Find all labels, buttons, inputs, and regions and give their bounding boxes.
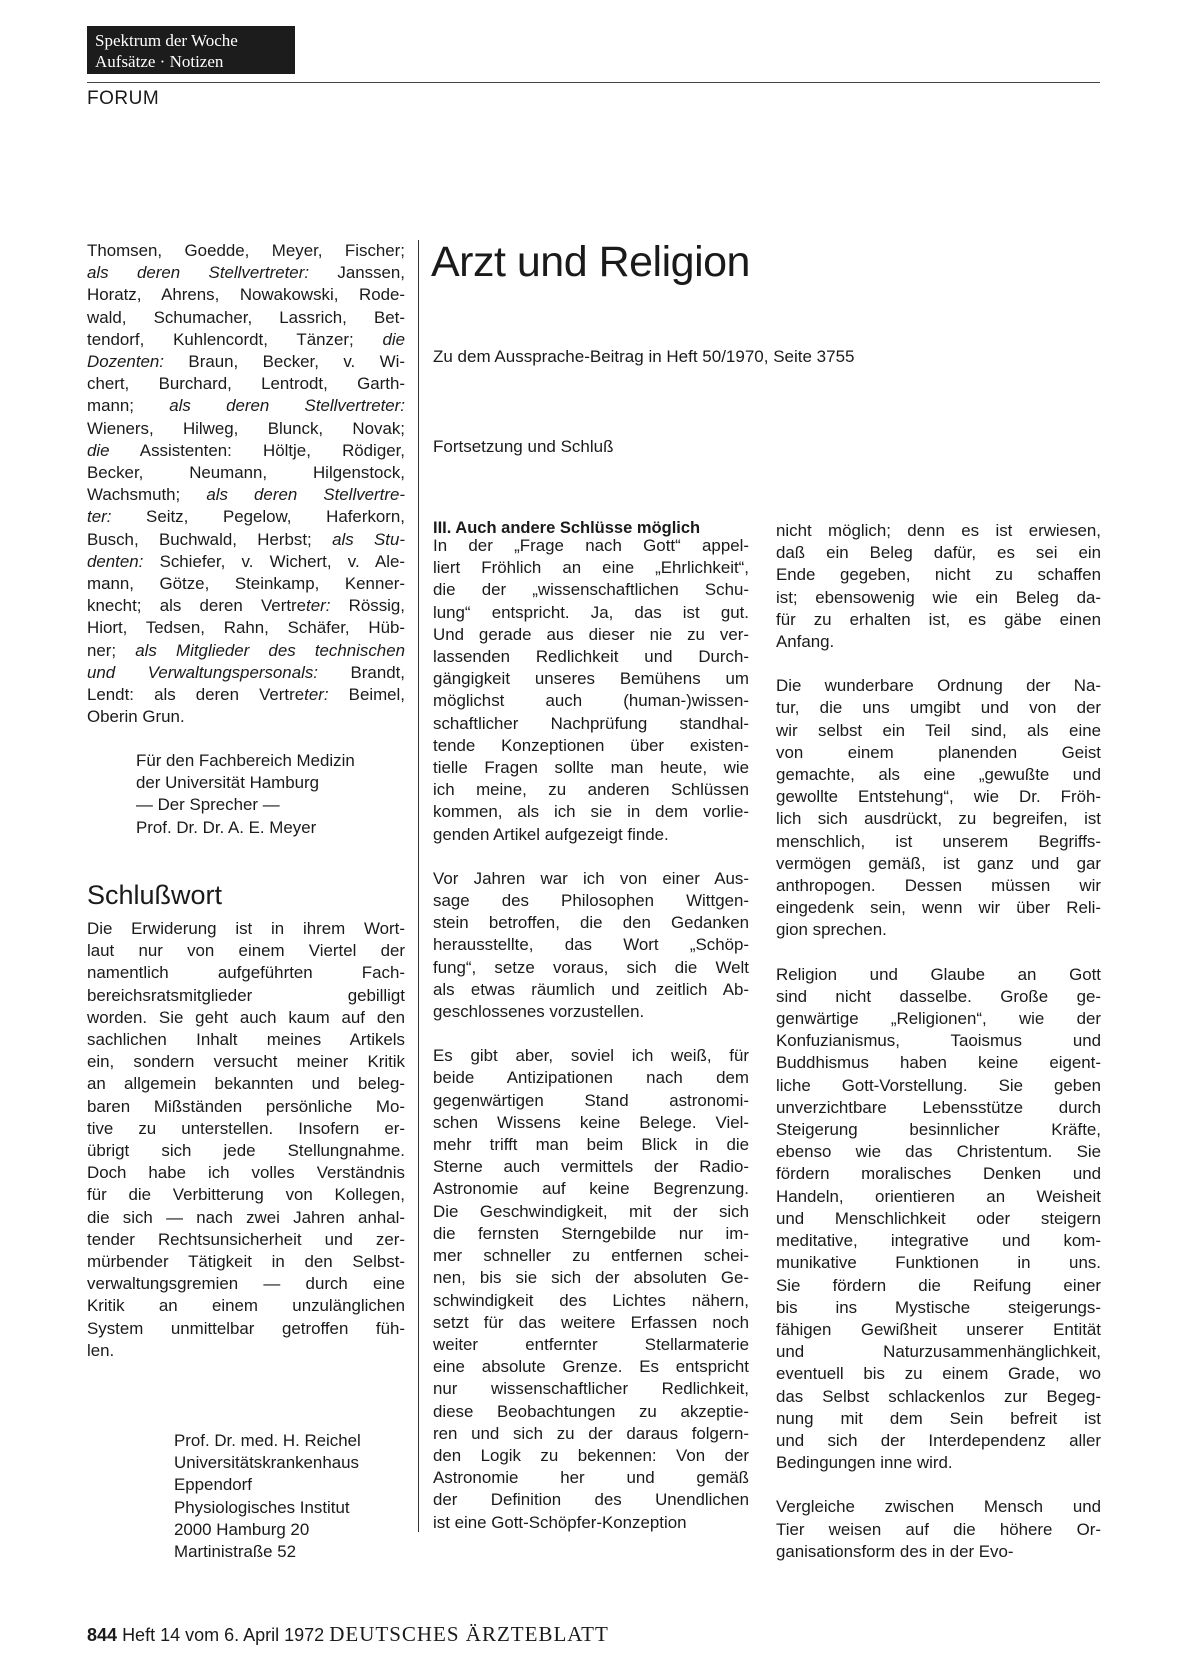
- text-line: ren und sich zu der daraus folgern-: [433, 1423, 749, 1443]
- text-line: bereichsratsmitglieder gebilligt: [87, 985, 405, 1005]
- text-line: System unmittelbar getroffen füh-: [87, 1318, 405, 1338]
- text-line: Becker, Neumann, Hilgenstock,: [87, 463, 405, 483]
- article-right-column: [776, 520, 1101, 1563]
- article-title: Arzt und Religion: [431, 238, 750, 286]
- text-line: Wieners, Hilweg, Blunck, Novak;: [87, 418, 405, 438]
- text-line: ganisationsform des in der Evo-: [776, 1541, 1014, 1561]
- text-line: worden. Sie geht auch kaum auf den: [87, 1007, 405, 1027]
- text-line: tur, die uns umgibt und von der: [776, 698, 1101, 718]
- text-line: Sterne auch vermittels der Radio-: [433, 1157, 749, 1177]
- page-number: 844: [87, 1625, 118, 1645]
- text-line: unverzichtbare Lebensstütze durch: [776, 1097, 1101, 1117]
- text-line: die fernsten Sterngebilde nur im-: [433, 1223, 749, 1243]
- text-line: Horatz, Ahrens, Nowakowski, Rode-: [87, 285, 405, 305]
- text-line: und Naturzusammenhänglichkeit,: [776, 1342, 1101, 1362]
- text-line: liche Gott-Vorstellung. Sie geben: [776, 1075, 1101, 1095]
- text-line: lung“ entspricht. Ja, das ist gut.: [433, 602, 749, 622]
- article-paragraph: [776, 520, 1101, 653]
- text-line: Buddhismus haben keine eigent-: [776, 1053, 1101, 1073]
- signature-line: Prof. Dr. med. H. Reichel: [174, 1431, 361, 1450]
- text-line: mann; als deren Stellvertreter:: [87, 396, 405, 416]
- text-line: diese Beobachtungen zu akzeptie-: [433, 1401, 749, 1421]
- text-line: für zu erhalten ist, es gäbe einen: [776, 609, 1101, 629]
- text-line: das Selbst schlackenlos zur Begeg-: [776, 1386, 1101, 1406]
- text-line: wir selbst ein Teil sind, als eine: [776, 720, 1101, 740]
- text-line: Die wunderbare Ordnung der Na-: [776, 676, 1101, 696]
- text-line: für die Verbitterung von Kollegen,: [87, 1185, 405, 1205]
- text-line: nur wissenschaftlicher Redlichkeit,: [433, 1379, 749, 1399]
- text-line: herausstellte, das Wort „Schöp-: [433, 935, 749, 955]
- text-line: fördern moralisches Denken und: [776, 1164, 1101, 1184]
- issue-info: Heft 14 vom 6. April 1972: [122, 1625, 325, 1645]
- text-line: knecht; als deren Vertreter: Rössig,: [87, 596, 405, 616]
- text-line: eine absolute Grenze. Es entspricht: [433, 1357, 749, 1377]
- text-line: die sich — nach zwei Jahren anhal-: [87, 1207, 405, 1227]
- article-subtitle: Zu dem Aussprache-Beitrag in Heft 50/1970, Seite 3755: [433, 347, 855, 366]
- article-middle-column: [433, 535, 749, 1534]
- text-line: bis ins Mystische steigerungs-: [776, 1297, 1101, 1317]
- text-line: lich sich ausdrückt, zu begreifen, ist: [776, 809, 1101, 829]
- left-column-intro: [87, 240, 405, 728]
- text-line: munikative Funktionen in uns.: [776, 1253, 1101, 1273]
- text-line: weiter entfernter Stellarmaterie: [433, 1334, 749, 1354]
- article-paragraph: [433, 535, 749, 846]
- text-line: eingedenk sein, wenn wir über Reli-: [776, 898, 1101, 918]
- text-line: Die Geschwindigkeit, mit der sich: [433, 1201, 749, 1221]
- text-line: fung“, setze voraus, sich die Welt: [433, 957, 749, 977]
- text-line: kommen, als ich sie in dem vorlie-: [433, 802, 749, 822]
- text-line: tive zu unterstellen. Insofern er-: [87, 1118, 405, 1138]
- text-line: schen Wissens keine Belege. Viel-: [433, 1112, 749, 1132]
- text-line: laut nur von einem Viertel der: [87, 941, 405, 961]
- text-line: gemachte, als eine „gewußte und: [776, 765, 1101, 785]
- section-label-line1: Spektrum der Woche: [95, 31, 238, 50]
- text-line: vermögen gemäß, ist ganz und gar: [776, 853, 1101, 873]
- text-line: Handeln, orientieren an Weisheit: [776, 1186, 1101, 1206]
- text-line: daß ein Beleg dafür, es sei ein: [776, 543, 1101, 563]
- text-line: den Logik zu bekennen: Von der: [433, 1445, 749, 1465]
- text-line: lassenden Redlichkeit und Durch-: [433, 647, 749, 667]
- article-paragraph: [776, 675, 1101, 941]
- text-line: Vor Jahren war ich von einer Aus-: [433, 868, 749, 888]
- text-line: fähigen Gewißheit unserer Entität: [776, 1319, 1101, 1339]
- signature-line: der Universität Hamburg: [136, 773, 320, 793]
- section-label-line2: Aufsätze · Notizen: [95, 52, 224, 71]
- text-line: Religion und Glaube an Gott: [776, 964, 1101, 984]
- text-line: und sich der Interdependenz aller: [776, 1430, 1101, 1450]
- text-line: schaftlicher Nachprüfung standhal-: [433, 713, 749, 733]
- signature-line: 2000 Hamburg 20: [174, 1519, 310, 1539]
- text-line: schwindigkeit des Lichtes nähern,: [433, 1290, 749, 1310]
- magazine-name: DEUTSCHES ÄRZTEBLATT: [329, 1622, 609, 1646]
- text-line: geschlossenes vorzustellen.: [433, 1002, 645, 1022]
- text-line: wald, Schumacher, Lassrich, Bet-: [87, 307, 405, 327]
- text-line: chert, Burchard, Lentrodt, Garth-: [87, 374, 405, 394]
- header-rule: [87, 82, 1100, 83]
- text-line: Astronomie auf keine Begrenzung.: [433, 1179, 749, 1199]
- text-line: Vergleiche zwischen Mensch und: [776, 1497, 1101, 1517]
- text-line: genwärtige „Religionen“, wie der: [776, 1009, 1101, 1029]
- signature-author: [174, 1430, 361, 1563]
- text-line: und Verwaltungspersonals: Brandt,: [87, 662, 405, 682]
- text-line: Steigerung besinnlicher Kräfte,: [776, 1120, 1101, 1140]
- text-line: ist; ebensowenig wie ein Beleg da-: [776, 587, 1101, 607]
- text-line: und Menschlichkeit oder steigern: [776, 1208, 1101, 1228]
- text-line: verwaltungsgremien — durch eine: [87, 1274, 405, 1294]
- text-line: Lendt: als deren Vertreter: Beimel,: [87, 685, 405, 705]
- text-line: Dozenten: Braun, Becker, v. Wi-: [87, 352, 405, 372]
- continuation-note: Fortsetzung und Schluß: [433, 437, 614, 456]
- text-line: als deren Stellvertreter: Janssen,: [87, 263, 406, 283]
- text-line: Sie fördern die Reifung einer: [776, 1275, 1101, 1295]
- text-line: tende Konzeptionen über existen-: [433, 735, 749, 755]
- signature-line: Für den Fachbereich Medizin: [136, 751, 355, 770]
- signature-line: Physiologisches Institut: [174, 1497, 350, 1517]
- text-line: Busch, Buchwald, Herbst; als Stu-: [87, 529, 405, 549]
- text-line: menschlich, ist unserem Begriffs-: [776, 831, 1101, 851]
- text-line: tendorf, Kuhlencordt, Tänzer; die: [87, 329, 405, 349]
- text-line: tielle Fragen sollte man heute, wie: [433, 758, 749, 778]
- text-line: meditative, integrative und kom-: [776, 1231, 1101, 1251]
- signature-line: Martinistraße 52: [174, 1542, 297, 1562]
- text-line: namentlich aufgeführten Fach-: [87, 963, 405, 983]
- text-line: eventuell bis zu einem Grade, wo: [776, 1364, 1101, 1384]
- signature-line: Prof. Dr. Dr. A. E. Meyer: [136, 817, 317, 837]
- text-line: sind nicht dasselbe. Große ge-: [776, 986, 1101, 1006]
- text-line: sachlichen Inhalt meines Artikels: [87, 1030, 405, 1050]
- text-line: möglichst auch (human-)wissen-: [433, 691, 749, 711]
- article-paragraph: [433, 868, 749, 1023]
- text-line: gängigkeit unseres Bemühens um: [433, 669, 749, 689]
- text-line: stein betroffen, die den Gedanken: [433, 913, 749, 933]
- text-line: ich meine, zu anderen Schlüssen: [433, 780, 749, 800]
- text-line: ter: Seitz, Pegelow, Haferkorn,: [87, 507, 405, 527]
- text-line: Kritik an einem unzulänglichen: [87, 1296, 405, 1316]
- text-line: Hiort, Tedsen, Rahn, Schäfer, Hüb-: [87, 618, 405, 638]
- text-line: an allgemein bekannten und beleg-: [87, 1074, 405, 1094]
- section-label-box: [87, 26, 295, 74]
- text-line: gewollte Entstehung“, wie Dr. Fröh-: [776, 787, 1101, 807]
- text-line: Oberin Grun.: [87, 707, 185, 727]
- text-line: Wachsmuth; als deren Stellvertre-: [87, 485, 405, 505]
- text-line: der Definition des Unendlichen: [433, 1490, 749, 1510]
- text-line: beide Antizipationen nach dem: [433, 1068, 749, 1088]
- text-line: len.: [87, 1340, 115, 1360]
- text-line: mer schneller zu entfernen schei-: [433, 1246, 749, 1266]
- text-line: liert Fröhlich an eine „Ehrlichkeit“,: [433, 558, 749, 578]
- section-heading: III. Auch andere Schlüsse möglich: [433, 519, 701, 537]
- text-line: Bedingungen inne wird.: [776, 1453, 953, 1473]
- text-line: Die Erwiderung ist in ihrem Wort-: [87, 919, 405, 938]
- schlusswort-text: [87, 918, 405, 1362]
- text-line: ebenso wie das Christentum. Sie: [776, 1142, 1101, 1162]
- text-line: denten: Schiefer, v. Wichert, v. Ale-: [87, 551, 405, 571]
- text-line: Anfang.: [776, 632, 835, 652]
- signature-line: Eppendorf: [174, 1475, 252, 1495]
- column-divider: [418, 240, 419, 1532]
- text-line: Es gibt aber, soviel ich weiß, für: [433, 1046, 749, 1066]
- text-line: Tier weisen auf die höhere Or-: [776, 1519, 1101, 1539]
- text-line: tender Rechtsunsicherheit und zer-: [87, 1229, 405, 1249]
- rubric-label: FORUM: [87, 88, 160, 109]
- text-line: die der „wissenschaftlichen Schu-: [433, 580, 749, 600]
- article-paragraph: [776, 964, 1101, 1475]
- page-footer: [87, 1622, 609, 1647]
- text-line: Doch habe ich volles Verständnis: [87, 1163, 405, 1183]
- signature-line: Universitätskrankenhaus: [174, 1453, 359, 1473]
- schlusswort-heading: Schlußwort: [87, 880, 223, 910]
- signature-faculty: [136, 750, 355, 839]
- text-line: nung mit dem Sein befreit ist: [776, 1408, 1101, 1428]
- text-line: genden Artikel aufgezeigt finde.: [433, 824, 669, 844]
- text-line: mürbender Tätigkeit in den Selbst-: [87, 1252, 405, 1272]
- text-line: anthropogen. Dessen müssen wir: [776, 876, 1101, 896]
- text-line: als etwas räumlich und zeitlich Ab-: [433, 979, 749, 999]
- text-line: baren Mißständen persönliche Mo-: [87, 1096, 405, 1116]
- text-line: gion sprechen.: [776, 920, 887, 940]
- text-line: Thomsen, Goedde, Meyer, Fischer;: [87, 241, 405, 260]
- text-line: übrigt sich jede Stellungnahme.: [87, 1141, 405, 1161]
- text-line: mehr trifft man beim Blick in die: [433, 1135, 749, 1155]
- text-line: sage des Philosophen Wittgen-: [433, 891, 749, 911]
- text-line: von einem planenden Geist: [776, 742, 1101, 762]
- text-line: ner; als Mitglieder des technischen: [87, 640, 405, 660]
- article-paragraph: [776, 1496, 1101, 1563]
- text-line: Ende gegeben, nicht zu schaffen: [776, 565, 1101, 585]
- text-line: ein, sondern versucht meiner Kritik: [87, 1052, 405, 1072]
- article-paragraph: [433, 1045, 749, 1533]
- text-line: Astronomie her und gemäß: [433, 1468, 749, 1488]
- signature-line: — Der Sprecher —: [136, 795, 280, 815]
- text-line: nicht möglich; denn es ist erwiesen,: [776, 521, 1101, 540]
- text-line: ist eine Gott-Schöpfer-Konzeption: [433, 1512, 687, 1532]
- text-line: die Assistenten: Höltje, Rödiger,: [87, 440, 405, 460]
- text-line: mann, Götze, Steinkamp, Kenner-: [87, 574, 405, 594]
- text-line: nen, bis sie sich der absoluten Ge-: [433, 1268, 749, 1288]
- text-line: setzt für das weitere Erfassen noch: [433, 1312, 749, 1332]
- text-line: Und gerade aus dieser nie zu ver-: [433, 624, 749, 644]
- text-line: In der „Frage nach Gott“ appel-: [433, 536, 749, 555]
- text-line: Konfuzianismus, Taoismus und: [776, 1031, 1101, 1051]
- text-line: gegenwärtigen Stand astronomi-: [433, 1090, 749, 1110]
